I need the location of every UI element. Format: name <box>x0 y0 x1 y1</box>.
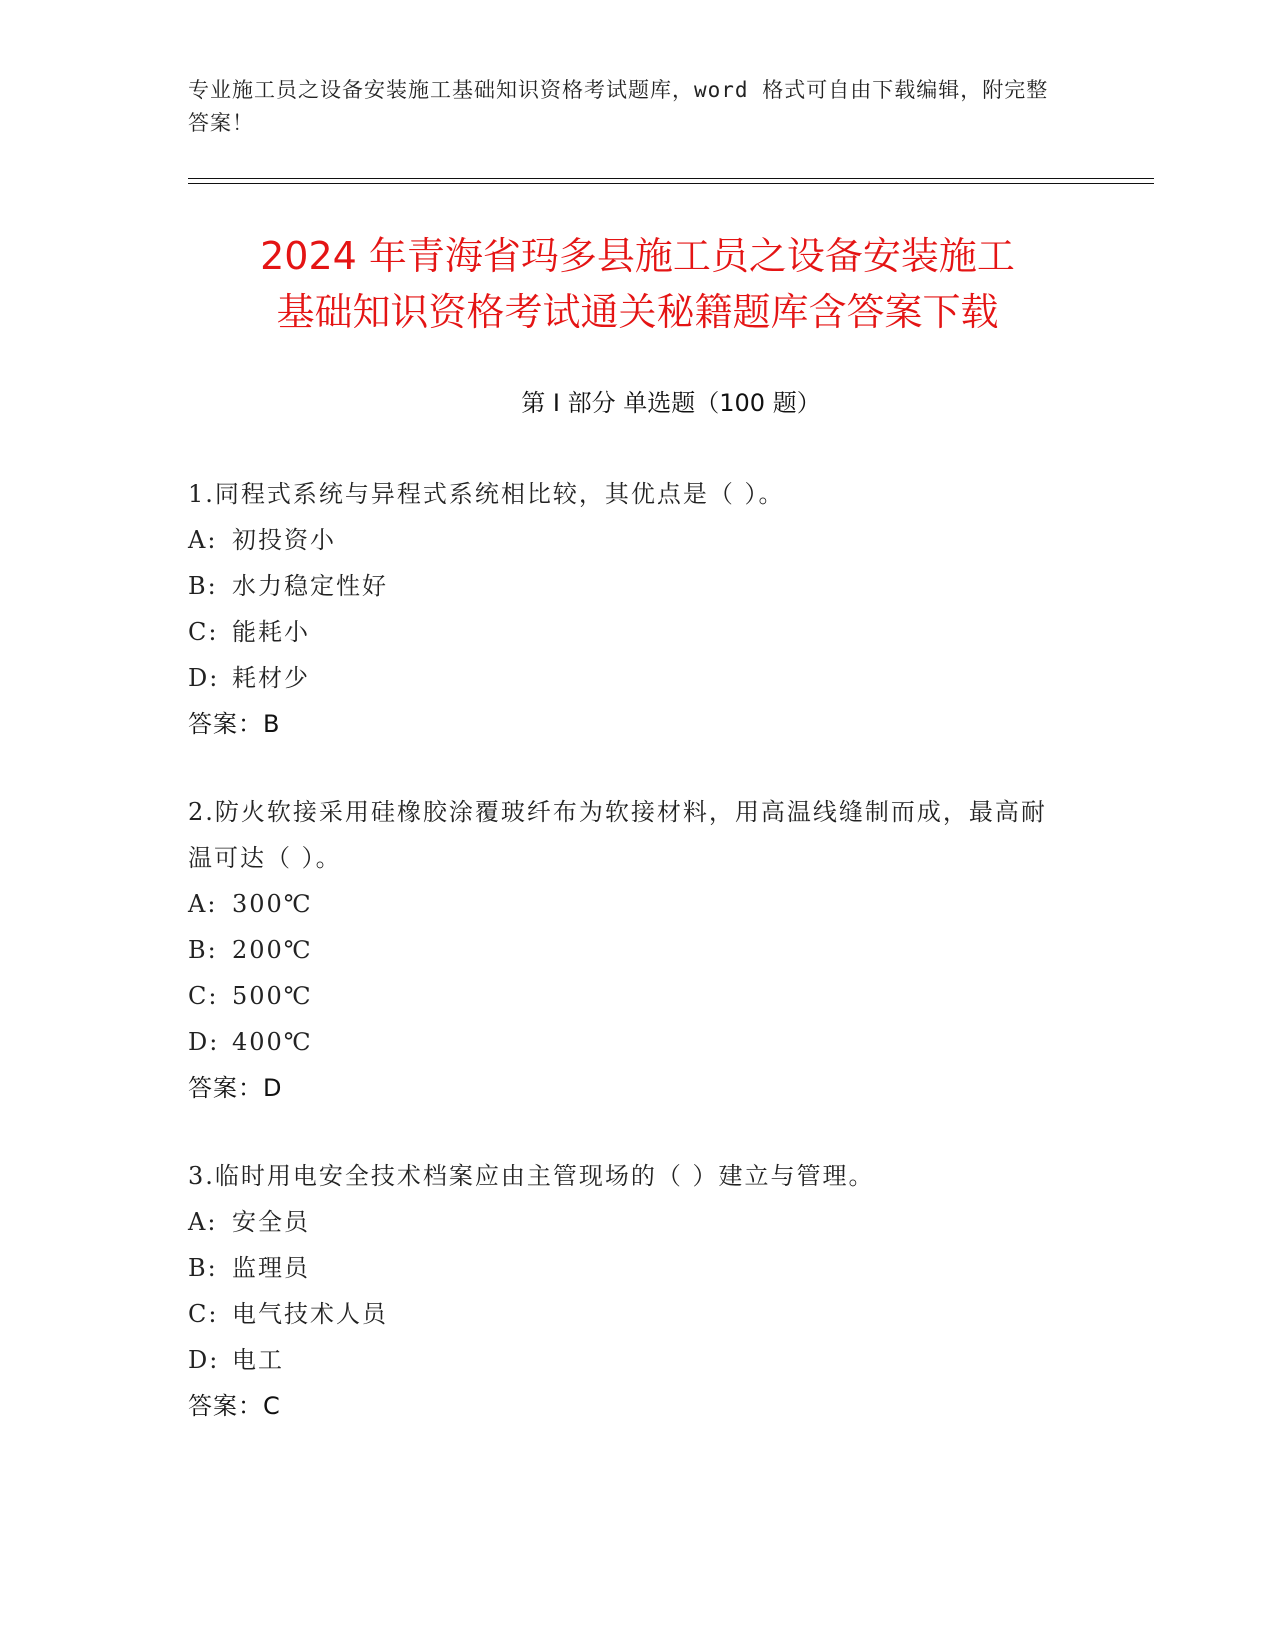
option-letter: C: <box>188 982 219 1010</box>
question-stem: 3.临时用电安全技术档案应由主管现场的（ ）建立与管理。 <box>188 1162 875 1190</box>
option-letter: A: <box>188 890 218 918</box>
question-3 <box>188 1153 1088 1429</box>
option-b <box>188 927 1088 973</box>
option-letter: C: <box>188 1300 219 1328</box>
option-b <box>188 1245 1088 1291</box>
option-text: 耗材少 <box>232 664 310 692</box>
option-text: 500℃ <box>232 982 313 1010</box>
answer: 答案：D <box>188 1074 283 1102</box>
option-text: 监理员 <box>232 1254 310 1282</box>
option-letter: B: <box>188 936 218 964</box>
option-letter: D: <box>188 1346 220 1374</box>
document-title-line-2: 基础知识资格考试通关秘籍题库含答案下载 <box>276 290 999 334</box>
option-a <box>188 1199 1088 1245</box>
option-d <box>188 1337 1088 1383</box>
option-text: 初投资小 <box>232 526 336 554</box>
option-text: 水力稳定性好 <box>232 572 388 600</box>
option-letter: D: <box>188 664 220 692</box>
answer: 答案：C <box>188 1392 281 1420</box>
option-letter: A: <box>188 1208 218 1236</box>
option-c <box>188 609 1088 655</box>
option-letter: A: <box>188 526 218 554</box>
option-letter: D: <box>188 1028 220 1056</box>
option-text: 电工 <box>232 1346 284 1374</box>
option-c <box>188 973 1088 1019</box>
section-title: 第 I 部分 单选题（100 题） <box>521 389 821 417</box>
option-letter: B: <box>188 1254 218 1282</box>
option-text: 安全员 <box>232 1208 310 1236</box>
question-stem: 2.防火软接采用硅橡胶涂覆玻纤布为软接材料，用高温线缝制而成，最高耐温可达（ ）。 <box>188 798 1047 872</box>
option-letter: C: <box>188 618 219 646</box>
option-text: 电气技术人员 <box>232 1300 388 1328</box>
document-title-line-1: 2024 年青海省玛多县施工员之设备安装施工 <box>260 234 1015 278</box>
document-title <box>120 228 1155 340</box>
question-stem: 1.同程式系统与异程式系统相比较，其优点是（ ）。 <box>188 480 785 508</box>
option-d <box>188 1019 1088 1065</box>
option-a <box>188 517 1088 563</box>
header-divider-bottom <box>188 183 1154 184</box>
option-d <box>188 655 1088 701</box>
option-b <box>188 563 1088 609</box>
question-2 <box>188 789 1088 1111</box>
answer: 答案：B <box>188 710 281 738</box>
option-text: 300℃ <box>232 890 313 918</box>
option-text: 能耗小 <box>232 618 310 646</box>
option-letter: B: <box>188 572 218 600</box>
option-text: 400℃ <box>232 1028 313 1056</box>
option-text: 200℃ <box>232 936 313 964</box>
option-c <box>188 1291 1088 1337</box>
header-divider-top <box>188 178 1154 179</box>
header-note: 专业施工员之设备安装施工基础知识资格考试题库，word 格式可自由下载编辑，附完整答案！ <box>188 78 1049 135</box>
option-a <box>188 881 1088 927</box>
question-1 <box>188 471 1088 747</box>
